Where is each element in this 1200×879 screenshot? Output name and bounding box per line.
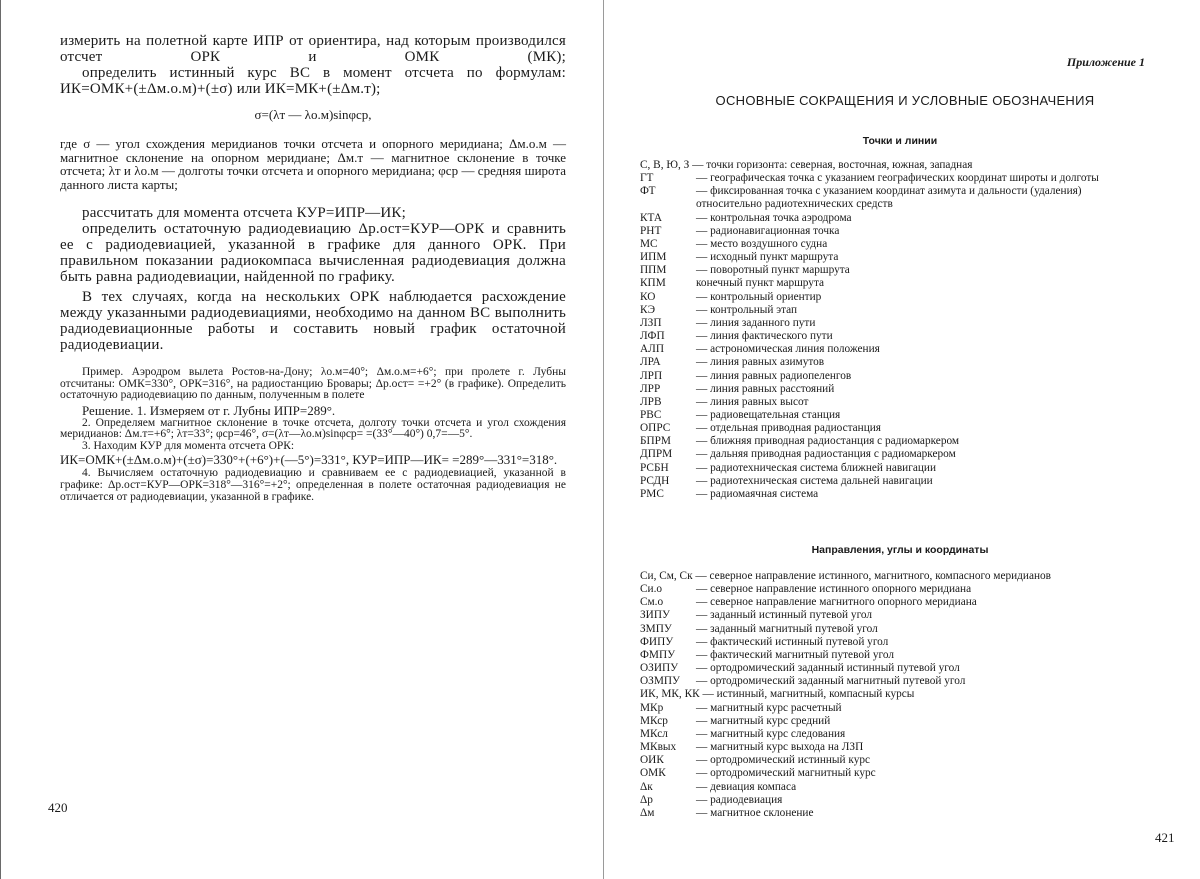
- abbreviation-definition: — ортодромический истинный курс: [696, 754, 871, 767]
- abbreviation-row: [640, 409, 1150, 422]
- abbreviation-term: ОИК: [640, 754, 664, 767]
- abbreviation-meridians: Си, См, Ск — северное направление истинного, магнитного, компасного меридианов: [640, 570, 1051, 582]
- abbreviation-term: ЛЗП: [640, 316, 662, 329]
- abbreviation-term: КТА: [640, 211, 663, 224]
- abbreviation-row: [640, 238, 1150, 251]
- abbreviation-term: РМС: [640, 487, 664, 500]
- abbreviation-row: [640, 356, 1150, 369]
- abbreviation-definition: — радиотехническая система дальней навигации: [696, 474, 933, 487]
- abbreviation-row: [640, 583, 1150, 596]
- abbreviation-row: [640, 715, 1150, 728]
- paragraph-discrepancy: В тех случаях, когда на нескольких ОРК наблюдается расхождение между указанными радиодевиациями, необходимо на данном ВС выполнить радиодевиационные работы и составить новый график остаточной радиодевиации.: [60, 289, 566, 353]
- abbreviation-definition: — заданный магнитный путевой угол: [696, 622, 878, 635]
- abbreviation-row: [640, 794, 1150, 807]
- abbreviation-row: [640, 396, 1150, 409]
- abbreviation-rows: [640, 583, 1150, 688]
- abbreviation-definition: — астрономическая линия положения: [696, 343, 880, 356]
- abbreviation-definition: — ортодромический магнитный курс: [696, 767, 876, 780]
- abbreviation-term: Си.о: [640, 583, 663, 596]
- abbreviation-term: ЗМПУ: [640, 622, 672, 635]
- abbreviation-row: [640, 264, 1150, 277]
- abbreviation-term: КПМ: [640, 277, 666, 290]
- page-number-right: 421: [1155, 830, 1175, 845]
- abbreviation-definition: — магнитный курс выхода на ЛЗП: [696, 741, 864, 754]
- paragraph-solution-4: 4. Вычисляем остаточную радиодевиацию и сравниваем ее с радиодевиацией, указанной в графике: Δр.ост=КУР—ОРК=318°—316°=+2°; определенная в полете остаточная радиодевиация не отличается от радиодевиации, указанной в графике.: [60, 467, 566, 503]
- abbreviation-definition: конечный пункт маршрута: [696, 277, 825, 290]
- abbreviation-row: [640, 636, 1150, 649]
- abbreviation-definition: — радиодевиация: [696, 793, 783, 806]
- abbreviation-rows: [640, 702, 1150, 820]
- abbreviation-term: ППМ: [640, 264, 667, 277]
- abbreviation-row: [640, 225, 1150, 238]
- abbreviation-definition: — фиксированная точка с указанием координат азимута и дальности (удаления) относительно радиотехнических средств: [696, 185, 1082, 211]
- abbreviation-definition: — дальняя приводная радиостанция с радиомаркером: [696, 448, 956, 461]
- abbreviation-term: МКсл: [640, 727, 668, 740]
- abbreviation-definition: — фактический магнитный путевой угол: [696, 648, 894, 661]
- paragraph-residual: определить остаточную радиодевиацию Δр.ост=КУР—ОРК и сравнить ее с радиодевиацией, указанной в графике для данного ОРК. При правильном показании радиокомпаса вычисленная радиодевиация должна быть равна радиодевиации, найденной по графику.: [60, 221, 566, 285]
- paragraph-kur: рассчитать для момента отсчета КУР=ИПР—ИК;: [82, 205, 406, 221]
- abbreviation-row: [640, 291, 1150, 304]
- abbreviation-term: ФМПУ: [640, 648, 676, 661]
- abbreviation-row: [640, 475, 1150, 488]
- abbreviation-definition: — отдельная приводная радиостанция: [696, 422, 882, 435]
- abbreviation-definition: — контрольный этап: [696, 303, 798, 316]
- abbreviation-term: ЛРР: [640, 382, 661, 395]
- abbreviation-term: ИПМ: [640, 251, 667, 264]
- abbreviation-row: [640, 343, 1150, 356]
- abbreviation-term: РСДН: [640, 474, 670, 487]
- abbreviation-term: ОПРС: [640, 422, 671, 435]
- abbreviation-term: ЗИПУ: [640, 609, 670, 622]
- abbreviation-row: [640, 807, 1150, 820]
- abbreviation-row: [640, 212, 1150, 225]
- formula-sigma: σ=(λт — λо.м)sinφср,: [254, 107, 372, 122]
- paragraph-measure: измерить на полетной карте ИПР от ориентира, над которым производился отсчет ОРК и ОМК (МК);: [60, 33, 566, 65]
- abbreviation-row: [640, 317, 1150, 330]
- abbreviation-definition: — северное направление истинного опорного меридиана: [696, 583, 972, 596]
- abbreviation-definition: — ортодромический заданный магнитный путевой угол: [696, 675, 966, 688]
- abbreviation-row: [640, 172, 1150, 185]
- abbreviation-row: [640, 304, 1150, 317]
- abbreviation-definition: — линия равных радиопеленгов: [696, 369, 852, 382]
- abbreviation-row: [640, 754, 1150, 767]
- abbreviation-term: ЛРА: [640, 356, 661, 369]
- abbreviation-definition: — линия фактического пути: [696, 330, 833, 343]
- abbreviation-rows: [640, 172, 1150, 501]
- abbreviation-definition: — девиация компаса: [696, 780, 797, 793]
- paragraph-solution-1: Решение. 1. Измеряем от г. Лубны ИПР=289°.: [82, 403, 336, 419]
- abbreviation-list-directions: [640, 570, 1150, 820]
- abbreviation-term: ЛРП: [640, 369, 663, 382]
- abbreviation-definition: — ближняя приводная радиостанция с радиомаркером: [696, 435, 960, 448]
- abbreviation-term: РСБН: [640, 461, 669, 474]
- abbreviation-row: [640, 728, 1150, 741]
- abbreviation-row: [640, 702, 1150, 715]
- abbreviation-term: МКр: [640, 701, 664, 714]
- abbreviation-term: Δк: [640, 780, 653, 793]
- abbreviation-term: ГТ: [640, 172, 654, 185]
- abbreviation-definition: — северное направление магнитного опорного меридиана: [696, 596, 977, 609]
- abbreviation-definition: — линия заданного пути: [696, 316, 816, 329]
- abbreviation-definition: — географическая точка с указанием географических координат широты и долготы: [696, 172, 1099, 185]
- abbreviation-term: БПРМ: [640, 435, 671, 448]
- abbreviation-definition: — магнитное склонение: [696, 806, 814, 819]
- page-title: ОСНОВНЫЕ СОКРАЩЕНИЯ И УСЛОВНЫЕ ОБОЗНАЧЕНИЯ: [715, 93, 1095, 108]
- section-heading-points-lines: Точки и линии: [862, 135, 938, 147]
- abbreviation-row: [640, 649, 1150, 662]
- abbreviation-definition: — линия равных азимутов: [696, 356, 825, 369]
- abbreviation-row: [640, 251, 1150, 264]
- abbreviation-row: [640, 435, 1150, 448]
- abbreviation-row: [640, 596, 1150, 609]
- abbreviation-definition: — радиомаячная система: [696, 487, 819, 500]
- abbreviation-term: ФИПУ: [640, 635, 674, 648]
- abbreviation-term: МКср: [640, 714, 668, 727]
- abbreviation-row: [640, 185, 1150, 211]
- abbreviation-definition: — фактический истинный путевой угол: [696, 635, 889, 648]
- abbreviation-term: ЛРВ: [640, 395, 662, 408]
- appendix-label: Приложение 1: [1066, 55, 1145, 69]
- abbreviation-row: [640, 370, 1150, 383]
- abbreviation-row: [640, 767, 1150, 780]
- abbreviation-row: [640, 662, 1150, 675]
- abbreviation-definition: — исходный пункт маршрута: [696, 251, 839, 264]
- abbreviation-definition: — магнитный курс расчетный: [696, 701, 842, 714]
- abbreviation-term: ОМК: [640, 767, 666, 780]
- abbreviation-definition: — радиовещательная станция: [696, 408, 841, 421]
- abbreviation-definition: — ортодромический заданный истинный путевой угол: [696, 662, 960, 675]
- abbreviation-term: КЭ: [640, 303, 656, 316]
- abbreviation-term: ОЗИПУ: [640, 662, 679, 675]
- abbreviation-definition: — радионавигационная точка: [696, 224, 840, 237]
- abbreviation-definition: — контрольный ориентир: [696, 290, 822, 303]
- page-number-left: 420: [48, 800, 68, 815]
- abbreviation-row: [640, 623, 1150, 636]
- abbreviation-term: Δр: [640, 793, 653, 806]
- abbreviation-row: [640, 675, 1150, 688]
- abbreviation-term: АЛП: [640, 343, 664, 356]
- abbreviation-horizon-points: С, В, Ю, З — точки горизонта: северная, восточная, южная, западная: [640, 159, 973, 171]
- abbreviation-definition: — линия равных высот: [696, 395, 809, 408]
- abbreviation-row: [640, 609, 1150, 622]
- right-page: [600, 0, 1200, 879]
- abbreviation-definition: — радиотехническая система ближней навигации: [696, 461, 937, 474]
- abbreviation-term: См.о: [640, 596, 664, 609]
- abbreviation-row: [640, 448, 1150, 461]
- abbreviation-row: [640, 462, 1150, 475]
- left-text-column: [60, 33, 566, 503]
- abbreviation-term: МКвых: [640, 741, 677, 754]
- abbreviation-term: ДПРМ: [640, 448, 673, 461]
- abbreviation-definition: — линия равных расстояний: [696, 382, 835, 395]
- abbreviation-row: [640, 383, 1150, 396]
- abbreviation-definition: — заданный истинный путевой угол: [696, 609, 873, 622]
- paragraph-solution-3: 3. Находим КУР для момента отсчета ОРК:: [82, 440, 295, 453]
- paragraph-true-course: определить истинный курс ВС в момент отсчета по формулам: ИК=ОМК+(±Δм.о.м)+(±σ) или ИК=МК+(±Δм.т);: [60, 65, 566, 97]
- abbreviation-term: Δм: [640, 806, 655, 819]
- abbreviation-row: [640, 330, 1150, 343]
- abbreviation-row: [640, 488, 1150, 501]
- section-heading-directions: Направления, углы и координаты: [811, 544, 989, 556]
- abbreviation-definition: — поворотный пункт маршрута: [696, 264, 850, 277]
- paragraph-definitions: где σ — угол схождения меридианов точки отсчета и опорного меридиана; Δм.о.м — магнитное склонение на опорном меридиане; Δм.т — магнитное склонение в точке отсчета; λт и λо.м — долготы точки отсчета и опорного меридиана; φср — средняя широта данного листа карты;: [60, 136, 566, 192]
- abbreviation-definition: — магнитный курс следования: [696, 727, 846, 740]
- paragraph-solution-3-formula: ИК=ОМК+(±Δм.о.м)+(±σ)=330°+(+6°)+(—5°)=331°, КУР=ИПР—ИК= =289°—331°=318°.: [60, 451, 558, 467]
- abbreviation-definition: — контрольная точка аэродрома: [696, 211, 852, 224]
- abbreviation-term: ФТ: [640, 185, 656, 198]
- abbreviation-list-points: [640, 159, 1150, 501]
- paragraph-solution-2: 2. Определяем магнитное склонение в точке отсчета, долготу точки отсчета и угол схождения меридианов: Δм.т=+6°; λт=33°; φср=46°, σ=(λт—λо.м)sinφср= =(33°—40°) 0,7=—5°.: [60, 416, 566, 441]
- abbreviation-row: [640, 422, 1150, 435]
- abbreviation-term: ОЗМПУ: [640, 675, 681, 688]
- abbreviation-term: ЛФП: [640, 330, 665, 343]
- abbreviation-row: [640, 277, 1150, 290]
- abbreviation-courses: ИК, МК, КК — истинный, магнитный, компасный курсы: [640, 688, 915, 701]
- abbreviation-row: [640, 781, 1150, 794]
- abbreviation-term: РВС: [640, 408, 662, 421]
- abbreviation-term: МС: [640, 237, 658, 250]
- abbreviation-row: [640, 741, 1150, 754]
- abbreviation-term: РНТ: [640, 224, 662, 237]
- paragraph-example: Пример. Аэродром вылета Ростов-на-Дону; λо.м=40°; Δм.о.м=+6°; при пролете г. Лубны отсчитаны: ОМК=330°, ОРК=316°, на радиостанцию Бровары; Δр.ост= =+2° (в графике). Определить остаточную радиодевиацию по данным, полученным в полете: [60, 366, 566, 402]
- abbreviation-definition: — магнитный курс средний: [696, 714, 831, 727]
- abbreviation-term: КО: [640, 290, 656, 303]
- abbreviation-definition: — место воздушного судна: [696, 237, 828, 250]
